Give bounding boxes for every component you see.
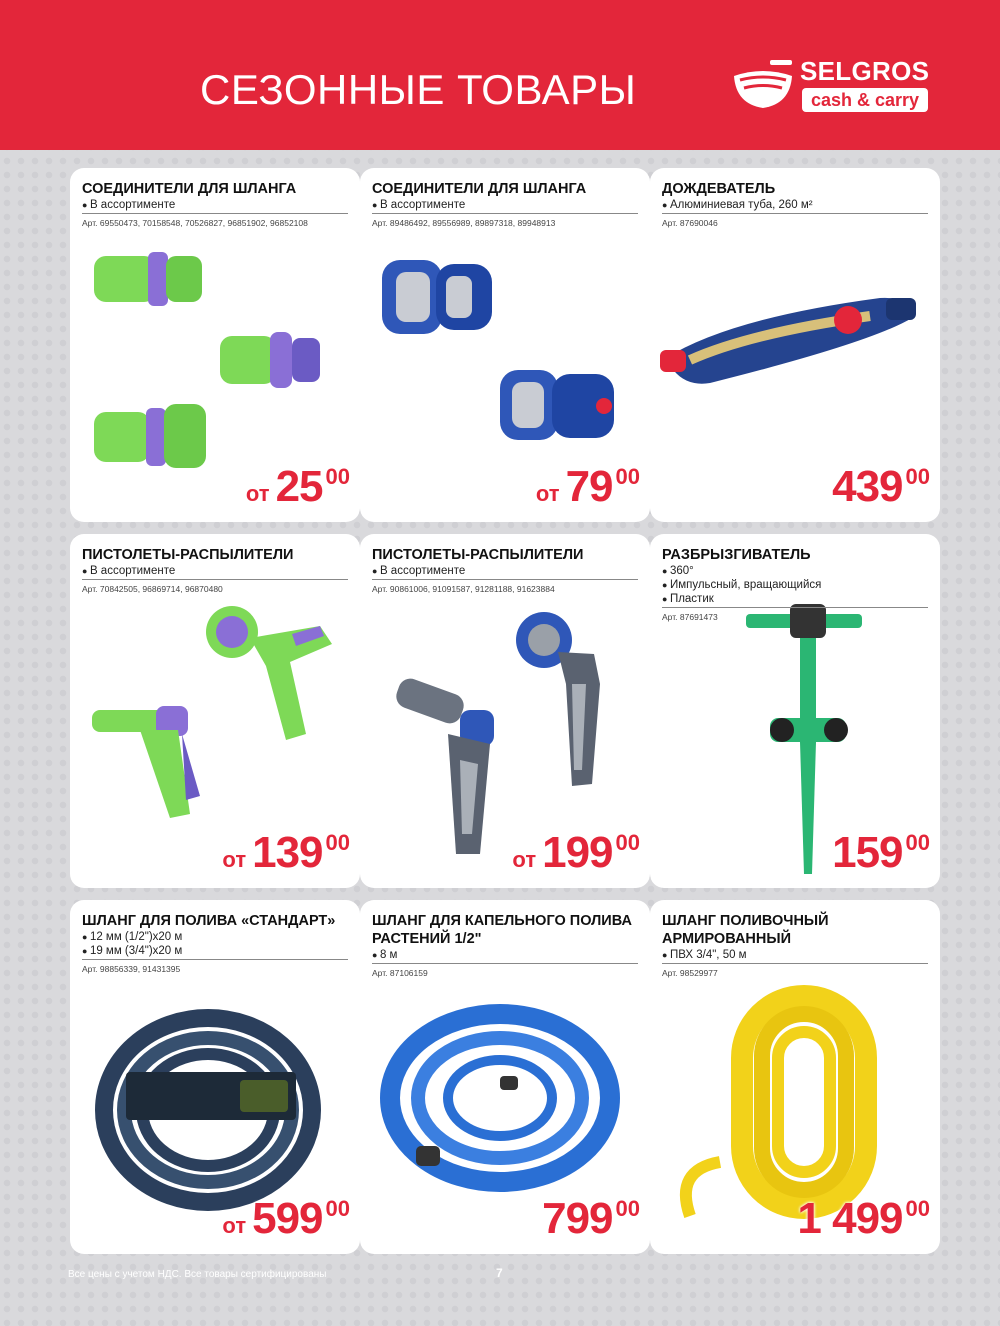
- price-decimal: 00: [615, 464, 640, 489]
- product-title: ШЛАНГ ПОЛИВОЧНЫЙ АРМИРОВАННЫЙ: [662, 913, 829, 947]
- product-bullet: ● В ассортименте: [82, 198, 348, 214]
- price-integer: 799: [542, 1194, 613, 1243]
- price-tag: [542, 1194, 640, 1244]
- product-card[interactable]: [650, 534, 940, 888]
- product-article: Арт. 90861006, 91091587, 91281188, 91623884: [372, 584, 555, 594]
- price-decimal: 00: [905, 830, 930, 855]
- product-bullet: ● ПВХ 3/4", 50 м: [662, 948, 928, 964]
- price-prefix: от: [245, 481, 270, 506]
- price-integer: 1 499: [797, 1194, 903, 1243]
- product-title: РАЗБРЫЗГИВАТЕЛЬ: [662, 547, 811, 563]
- price-integer: 439: [832, 462, 903, 511]
- selgros-logo[interactable]: [730, 56, 930, 116]
- product-article: Арт. 87691473: [662, 612, 718, 622]
- product-title: ПИСТОЛЕТЫ-РАСПЫЛИТЕЛИ: [82, 547, 294, 563]
- footer-note: Все цены с учетом НДС. Все товары сертифицированы: [68, 1269, 327, 1280]
- price-tag: [222, 828, 350, 878]
- page-number: 7: [496, 1266, 503, 1280]
- price-decimal: 00: [325, 464, 350, 489]
- product-card[interactable]: [360, 534, 650, 888]
- product-bullet: ● 360°: [662, 564, 928, 578]
- brand-name: SELGROS: [800, 56, 930, 86]
- price-prefix: от: [222, 1213, 247, 1238]
- price-decimal: 00: [325, 830, 350, 855]
- product-article: Арт. 98529977: [662, 968, 718, 978]
- product-title: ДОЖДЕВАТЕЛЬ: [662, 181, 776, 197]
- brand-subtitle: cash & carry: [802, 88, 928, 112]
- price-prefix: от: [222, 847, 247, 872]
- price-integer: 139: [252, 828, 323, 877]
- header-banner: [0, 0, 1000, 150]
- price-decimal: 00: [905, 1196, 930, 1221]
- product-bullet: ● В ассортименте: [372, 198, 638, 214]
- price-tag: [797, 1194, 930, 1244]
- price-decimal: 00: [905, 464, 930, 489]
- product-title: СОЕДИНИТЕЛИ ДЛЯ ШЛАНГА: [82, 181, 297, 197]
- product-title: СОЕДИНИТЕЛИ ДЛЯ ШЛАНГА: [372, 181, 587, 197]
- product-card[interactable]: [650, 168, 940, 522]
- price-tag: [832, 462, 930, 512]
- product-article: Арт. 87106159: [372, 968, 428, 978]
- product-card[interactable]: [360, 168, 650, 522]
- product-title: ШЛАНГ ДЛЯ ПОЛИВА «СТАНДАРТ»: [82, 913, 336, 929]
- price-integer: 599: [252, 1194, 323, 1243]
- price-tag: [246, 462, 350, 512]
- price-tag: [536, 462, 640, 512]
- product-bullet: ● Алюминиевая туба, 260 м²: [662, 198, 928, 214]
- price-integer: 199: [542, 828, 613, 877]
- product-card[interactable]: [70, 900, 360, 1254]
- product-title: ШЛАНГ ДЛЯ КАПЕЛЬНОГО ПОЛИВА РАСТЕНИЙ 1/2": [372, 913, 632, 947]
- product-article: Арт. 87690046: [662, 218, 718, 228]
- product-bullet: ● 19 мм (3/4")х20 м: [82, 944, 348, 960]
- price-decimal: 00: [325, 1196, 350, 1221]
- product-bullet: ● 12 мм (1/2")х20 м: [82, 930, 348, 944]
- product-bullet: ● В ассортименте: [82, 564, 348, 580]
- selgros-bowl-icon: [730, 56, 796, 112]
- product-article: Арт. 89486492, 89556989, 89897318, 89948913: [372, 218, 556, 228]
- product-title: ПИСТОЛЕТЫ-РАСПЫЛИТЕЛИ: [372, 547, 584, 563]
- price-prefix: от: [535, 481, 560, 506]
- price-integer: 159: [832, 828, 903, 877]
- product-article: Арт. 70842505, 96869714, 96870480: [82, 584, 223, 594]
- product-card[interactable]: [650, 900, 940, 1254]
- price-tag: [832, 828, 930, 878]
- price-integer: 79: [565, 462, 613, 511]
- product-card[interactable]: [70, 534, 360, 888]
- price-prefix: от: [512, 847, 537, 872]
- price-tag: [222, 1194, 350, 1244]
- price-decimal: 00: [615, 830, 640, 855]
- price-tag: [512, 828, 640, 878]
- page-title: СЕЗОННЫЕ ТОВАРЫ: [200, 66, 637, 113]
- product-bullet: ● Импульсный, вращающийся: [662, 578, 928, 592]
- product-bullet: ● Пластик: [662, 592, 928, 608]
- price-integer: 25: [275, 462, 323, 511]
- price-decimal: 00: [615, 1196, 640, 1221]
- product-article: Арт. 69550473, 70158548, 70526827, 96851902, 96852108: [82, 218, 308, 228]
- product-bullet: ● 8 м: [372, 948, 638, 964]
- product-card[interactable]: [360, 900, 650, 1254]
- product-article: Арт. 98856339, 91431395: [82, 964, 181, 974]
- product-card[interactable]: [70, 168, 360, 522]
- product-bullet: ● В ассортименте: [372, 564, 638, 580]
